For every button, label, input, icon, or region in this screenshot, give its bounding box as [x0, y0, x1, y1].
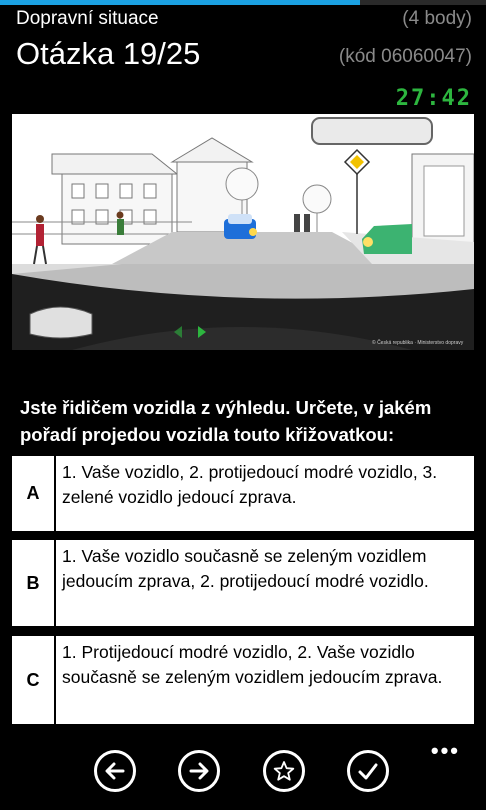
answer-option-b[interactable] — [12, 540, 474, 626]
more-menu-button[interactable]: ••• — [430, 738, 460, 763]
answer-text: 1. Vaše vozidlo současně se zeleným vozidlem jedoucím zprava, 2. protijedoucí modré vozidlo. — [62, 546, 429, 591]
question-number: Otázka 19/25 — [16, 36, 201, 71]
answer-letter: A — [12, 456, 56, 531]
question-code: (kód 06060047) — [338, 46, 472, 67]
answer-letter: C — [12, 636, 56, 724]
answer-letter: B — [12, 540, 56, 626]
traffic-scene-image — [12, 114, 474, 350]
back-arrow-icon — [104, 760, 126, 782]
star-icon — [273, 760, 295, 782]
progress-fill — [0, 0, 360, 5]
confirm-button[interactable] — [347, 750, 389, 792]
answer-text: 1. Vaše vozidlo, 2. protijedoucí modré vozidlo, 3. zelené vozidlo jedoucí zprava. — [62, 462, 438, 507]
progress-bar — [0, 0, 486, 5]
answer-text: 1. Protijedoucí modré vozidlo, 2. Vaše vozidlo současně se zeleným vozidlem jedoucím zprava. — [62, 642, 443, 687]
favorite-button[interactable] — [263, 750, 305, 792]
answer-option-c[interactable] — [12, 636, 474, 724]
back-button[interactable] — [94, 750, 136, 792]
question-text: Jste řidičem vozidla z výhledu. Určete, v jakém pořadí projedou vozidla touto křižovatkou: — [20, 397, 432, 445]
category-title: Dopravní situace — [16, 8, 159, 29]
points-label: (4 body) — [402, 8, 472, 29]
answer-option-a[interactable] — [12, 456, 474, 531]
forward-arrow-icon — [188, 760, 210, 782]
timer: 27:42 — [395, 86, 472, 111]
check-icon — [357, 760, 379, 782]
scene-copyright: © Česká republika · Ministerstvo dopravy — [372, 340, 464, 346]
forward-button[interactable] — [178, 750, 220, 792]
